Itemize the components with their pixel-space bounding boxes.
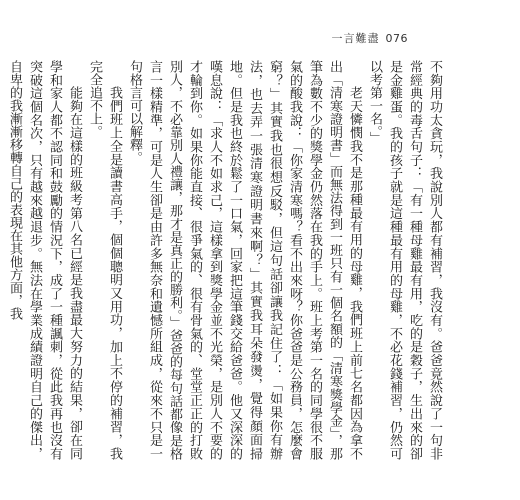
body-text xyxy=(7,60,444,460)
page-number: 076 xyxy=(385,31,408,45)
running-header xyxy=(332,30,409,46)
book-title: 一言難盡 xyxy=(331,32,380,45)
paragraph: 老天憐憫我不是那種最有用的母雞，我們班上前七名都因為拿不出「清寒證明書」而無法得到一班只有一個名額的「清寒獎學金」，那筆為數不少的獎學金仍然落在我的手上。班上考第一名的同學很不服氣的酸我說：「你家清寒嗎？看不出來呀？你爸爸是公務員，怎麼會窮？」其實我也很想反駁，但這句話卻讓我記住了：「如果你有辦法，也去弄一張清寒證明書來啊？」其實我耳朵發燙，覺得顏面掃地。但是我也終於鬆了一口氣，回家把這筆錢交給爸爸。他又深深的嘆息說：「求人不如求己，這樣拿到獎學金並不光榮，是別人不要的才輪到你。如果你能直接、很爭氣的、很有骨氣的、堂堂正正的打敗別人，不必靠別人禮讓，那才是真正的勝利。」爸爸的每句話都像是格言一樣精準，可是人生卻是由許多無奈和遺憾所組成，從來不只是一句格言可以解釋。 xyxy=(127,60,362,460)
paragraph: 能夠在這樣的班級考第八名已經是我盡最大努力的結果，卻在同學和家人都不認同和鼓勵的情況下，成了一種諷刺，從此我再也沒有突破這個名次，只有越來越退步。無法在學業成績證明自己的傑出，自卑的我漸漸移轉自己的表現在其他方面，我 xyxy=(7,60,82,460)
paragraph: 不夠用功太貪玩，我說別人都有補習，我沒有。爸爸竟然說了一句非常經典的毒舌句子：「有一種母雞最有用，吃的是穀子，生出來的卻是金雞蛋。我的孩子就是這種最有用的母雞，不必花錢補習，仍然可以考第一名。」 xyxy=(367,60,442,460)
paragraph: 我們班上全是讀書高手，個個聰明又用功，加上不停的補習，我完全追不上。 xyxy=(87,60,122,460)
